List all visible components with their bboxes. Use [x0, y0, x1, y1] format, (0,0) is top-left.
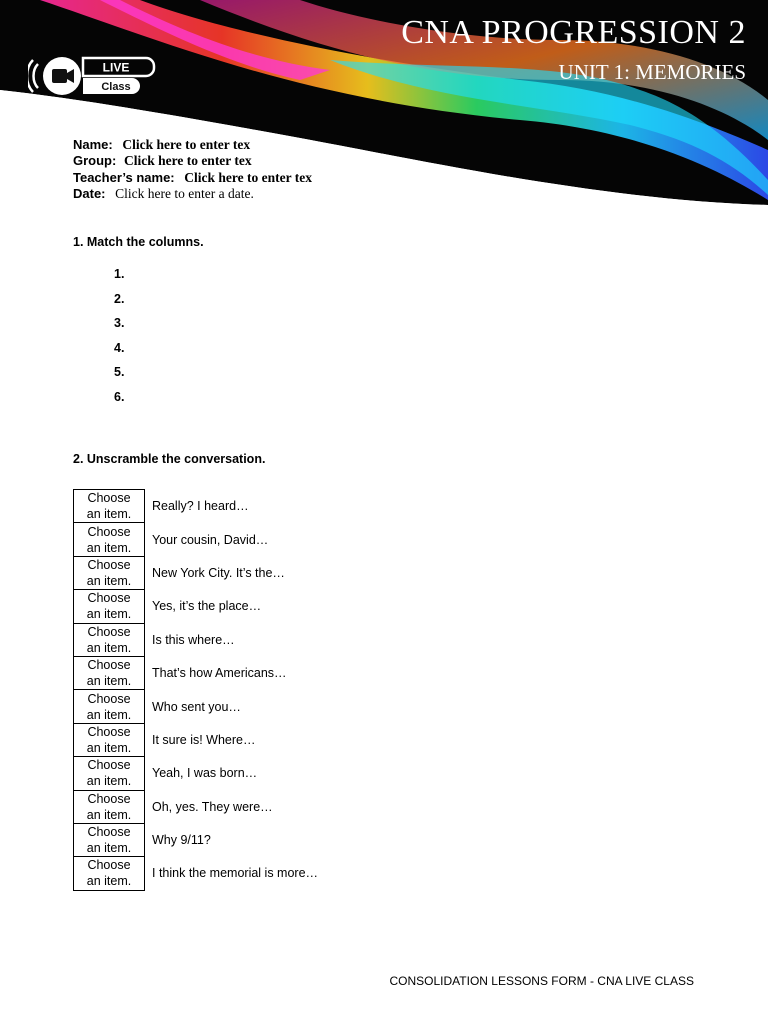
logo-class-text: Class: [101, 81, 131, 93]
choose-item-dropdown[interactable]: [74, 823, 145, 856]
list-item: 4.: [114, 340, 125, 355]
table-row: [74, 857, 319, 890]
choose-item-dropdown[interactable]: [74, 523, 145, 556]
choose-label: Choose: [87, 591, 131, 606]
table-row: [74, 590, 319, 623]
table-row: [74, 623, 319, 656]
choose-label: Choose: [87, 658, 131, 673]
live-class-logo: [28, 52, 158, 100]
teacher-field[interactable]: Click here to enter tex: [184, 170, 312, 185]
choose-item-dropdown[interactable]: [74, 690, 145, 723]
exercise2-heading: 2. Unscramble the conversation.: [73, 452, 266, 466]
exercise1-heading: 1. Match the columns.: [73, 235, 204, 249]
table-row: [74, 523, 319, 556]
conversation-line: Your cousin, David…: [152, 532, 269, 547]
conversation-line: Yeah, I was born…: [152, 766, 258, 781]
choose-item-dropdown[interactable]: [74, 857, 145, 890]
table-row: [74, 656, 319, 689]
conversation-line: Who sent you…: [152, 699, 241, 714]
conversation-line: Really? I heard…: [152, 499, 249, 514]
unscramble-table: [73, 489, 319, 891]
document-subtitle: UNIT 1: MEMORIES: [558, 60, 746, 84]
list-item: 1.: [114, 267, 125, 281]
group-field[interactable]: Click here to enter tex: [123, 153, 252, 168]
choose-label: an item.: [86, 607, 132, 622]
choose-label: Choose: [87, 825, 131, 840]
choose-label: an item.: [86, 841, 132, 856]
group-label: Group:: [73, 153, 117, 168]
table-row: [74, 790, 319, 823]
table-row: [74, 723, 319, 756]
list-item: 6.: [114, 389, 125, 404]
choose-item-dropdown[interactable]: [74, 490, 145, 523]
choose-item-dropdown[interactable]: [74, 757, 145, 790]
conversation-line: Oh, yes. They were…: [152, 799, 273, 814]
choose-label: Choose: [87, 491, 131, 506]
match-list: [114, 264, 124, 412]
choose-label: an item.: [86, 674, 132, 689]
choose-label: Choose: [87, 758, 131, 773]
choose-label: Choose: [87, 557, 131, 572]
name-field[interactable]: Click here to enter tex: [122, 137, 251, 152]
choose-label: Choose: [87, 524, 131, 539]
choose-label: an item.: [86, 874, 132, 889]
video-camera-icon: [52, 69, 74, 83]
table-row: [74, 556, 319, 589]
table-row: [74, 757, 319, 790]
logo-live-text: LIVE: [102, 60, 130, 75]
choose-item-dropdown[interactable]: [74, 790, 145, 823]
conversation-line: That’s how Americans…: [152, 666, 287, 681]
name-label: Name:: [73, 137, 113, 152]
choose-item-dropdown[interactable]: [74, 556, 145, 589]
choose-label: an item.: [86, 740, 132, 755]
choose-label: an item.: [86, 707, 132, 722]
conversation-line: Why 9/11?: [152, 833, 211, 848]
list-item: 5.: [114, 365, 125, 380]
choose-label: an item.: [86, 540, 132, 555]
choose-label: an item.: [86, 640, 132, 655]
conversation-line: Is this where…: [152, 632, 235, 647]
name-row: [73, 137, 250, 153]
choose-label: Choose: [87, 791, 131, 806]
conversation-line: It sure is! Where…: [152, 732, 256, 747]
conversation-line: New York City. It’s the…: [152, 565, 285, 580]
choose-label: Choose: [87, 724, 131, 739]
conversation-line: I think the memorial is more…: [152, 866, 319, 881]
choose-item-dropdown[interactable]: [74, 723, 145, 756]
choose-label: an item.: [86, 507, 132, 522]
date-row: [73, 186, 254, 202]
teacher-label: Teacher’s name:: [73, 170, 175, 185]
teacher-row: [73, 170, 312, 186]
choose-label: an item.: [86, 807, 132, 822]
choose-item-dropdown[interactable]: [74, 623, 145, 656]
choose-label: Choose: [87, 624, 131, 639]
choose-label: Choose: [87, 691, 131, 706]
group-row: [73, 153, 252, 169]
list-item: 3.: [114, 316, 125, 331]
date-picker-field[interactable]: Click here to enter a date.: [115, 186, 254, 201]
choose-label: Choose: [87, 858, 131, 873]
table-row: [74, 823, 319, 856]
date-label: Date:: [73, 186, 106, 201]
table-row: [74, 490, 319, 523]
footer-text: CONSOLIDATION LESSONS FORM - CNA LIVE CLASS: [389, 974, 694, 988]
choose-label: an item.: [86, 573, 132, 588]
choose-item-dropdown[interactable]: [74, 656, 145, 689]
table-row: [74, 690, 319, 723]
document-title: CNA PROGRESSION 2: [401, 14, 746, 51]
list-item: 2.: [114, 291, 125, 306]
conversation-line: Yes, it’s the place…: [152, 599, 262, 614]
choose-item-dropdown[interactable]: [74, 590, 145, 623]
choose-label: an item.: [86, 774, 132, 789]
